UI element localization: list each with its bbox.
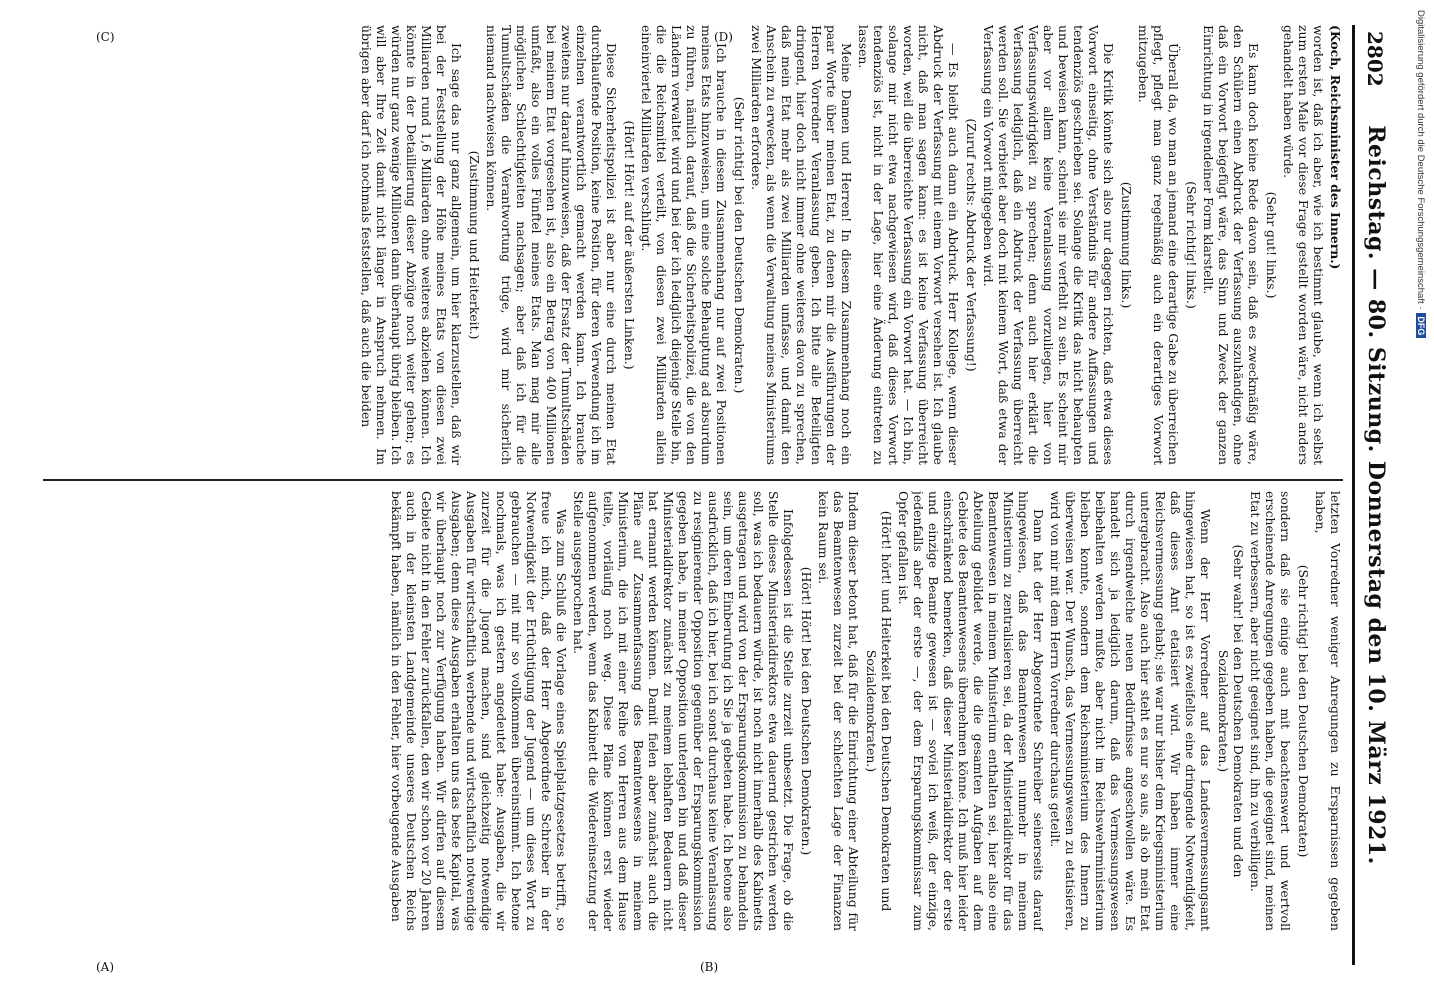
remark: (Sehr wahr! bei den Deutschen Demokraten und den Sozialdemokraten.) bbox=[1216, 544, 1246, 878]
paragraph: Es kann doch keine Rede davon sein, daß es zweckmäßig wäre, den Schülern einen Abdruck der Verfassung auszuhändigen, ohne daß ein Vorwort beigefügt wäre, das Sinn und Zweck der ganzen Einrichtung in irgendeiner Form klarstellt. bbox=[1201, 25, 1261, 465]
remark: (Sehr richtig! bei den Deutschen Demokraten.) bbox=[732, 96, 747, 394]
margin-mark-c: (C) bbox=[96, 30, 115, 44]
digitization-credit bbox=[1408, 10, 1428, 990]
remark: (Sehr richtig! bei den Deutschen Demokraten) bbox=[1296, 564, 1311, 858]
page-header bbox=[1352, 25, 1395, 965]
margin-mark-d: (D) bbox=[714, 30, 733, 44]
remark: (Sehr gut! links.) bbox=[1264, 191, 1279, 299]
page-number: 2802 bbox=[1363, 31, 1387, 87]
remark: (Sehr richtig! links.) bbox=[1184, 181, 1199, 309]
remark: (Zustimmung links.) bbox=[1119, 181, 1134, 309]
paragraph: Überall da, wo man an jemand eine derartige Gabe zu überreichen pflegt, pflegt man ganz regelmäßig auch ein derartiges Vorwort mitzugeben. bbox=[1136, 25, 1181, 465]
margin-mark-a: (A) bbox=[96, 960, 115, 974]
remark: (Hört! Hört! auf der äußersten Linken.) bbox=[622, 120, 637, 370]
dfg-logo: DFG bbox=[1416, 313, 1426, 338]
rotated-page-content bbox=[25, 25, 1395, 965]
paragraph: Ich brauche in diesem Zusammenhang nur auf zwei Positionen meines Etats hinzuweisen, um eine solche Behauptung ad absurdum zu führen, nämlich darauf, daß die Sicherheitspolizei, die von den Ländern verwaltet wird und bei der ich lediglich diejenige Stelle bin, die die Reichsmittel verteilt, von diesen zwei Milliarden allein eineinviertel Milliarden verschlingt. bbox=[639, 25, 729, 465]
paragraph: Meine Damen und Herren! In diesem Zusammenhang noch ein paar Worte über meinen Etat, zu denen mir die Ausführungen der Herren Vorredner Veranlassung geben. Ich bitte alle Beteiligten dringend, hier doch nicht immer ohne weiteres davon zu sprechen, daß mein Etat mehr als zwei Milliarden umfasse, und damit den Anschein zu erwecken, als wenn die Verwaltung meines Ministeriums zwei Milliarden erfordere. bbox=[749, 25, 854, 465]
paragraph: Dann hat der Herr Abgeordnete Schreiber seinerseits darauf hingewiesen, daß das Beamtenwesen nunmehr in meinem Ministerium zu zentralisieren sei, da der Ministerialdirektor für das Beamtenwesen in meinem Ministerium enthalten sei, hier also eine Abteilung gebildet werde, die die gesamten Aufgaben auf dem Gebiete des Beamtenwesens übernehmen könne. Ich muß hier leider einschränkend bemerken, daß dieser Ministerialdirektor der erste und einzige Beamte gewesen ist — soviel ich weiß, der einzige, jedenfalls aber der erste —, der dem Ersparungskommissar zum Opfer gefallen ist. bbox=[896, 491, 1046, 931]
paragraph: Diese Sicherheitspolizei ist aber nur eine durch meinen Etat durchlaufende Position, keine Position, für deren Verwendung ich im einzelnen verantwortlich gemacht werden kann. Ich brauche zweitens nur darauf hinzuweisen, daß der Ersatz der Tumultschäden bei meinem Etat vorgesehen ist, also ein Betrag von 400 Millionen umfaßt, also ein volles Fünftel meines Etats. Man mag mir alle möglichen Schlechtigkeiten nachsagen; aber daß ich für die Tumultschäden die Verantwortung trüge, wird mir sicherlich niemand nachweisen können. bbox=[484, 25, 619, 465]
running-head: Reichstag. — 80. Sitzung. Donnerstag den 10. März 1921. bbox=[1363, 125, 1389, 865]
column-divider bbox=[43, 479, 1343, 481]
margin-mark-b: (B) bbox=[700, 960, 719, 974]
paragraph: worden ist, daß ich aber, wie ich bestimmt glaube, wenn ich selbst zum ersten Male vor diese Frage gestellt worden wäre, nicht anders gehandelt haben würde. bbox=[1281, 25, 1326, 465]
paragraph: Wenn der Herr Vorredner auf das Landesvermessungsamt hingewiesen hat, so ist es zweifellos eine dringende Notwendigkeit, daß dieses Amt etatisiert wird. Wir haben immer eine Reichsvermessung gehabt; sie war nur bisher dem Kriegsministerium untergebracht. Also auch hier steht es nur so aus, als ob mein Etat durch irgendwelche neuen Bedürfnisse angeschwollen wäre. Es handelt sich ja lediglich darum, daß das Vermessungswesen beibehalten werden mußte, aber nicht im Reichswehrministerium bleiben konnte, sondern dem Reichsministerium des Innern zu überweisen war. Der Wunsch, das Vermessungswesen zu etatisieren, wird von mir mit dem Herrn Vorredner durchaus geteilt. bbox=[1048, 491, 1213, 931]
paragraph: Die Kritik könnte sich also nur dagegen richten, daß etwa dieses Vorwort einseitig, ohne Verständnis für andere Auffassungen und tendenziös geschrieben sei. Solange die Kritik das nicht behaupten und beweisen kann, scheint sie mir verfehlt zu sein. Es scheint mir aber vor allem keine Veranlassung vorzuliegen, hier von Verfassungswidrigkeit zu sprechen; denn auch hier erklärt die Verfassung lediglich, daß ein Abdruck der Verfassung überreicht werden soll. Sie verbietet aber doch mit keinem Wort, daß etwa der Verfassung ein Vorwort mitgegeben wird. bbox=[981, 25, 1116, 465]
remark: (Hört! hört! und Heiterkeit bei den Deutschen Demokraten und Sozialdemokraten.) bbox=[864, 510, 894, 912]
paragraph: Infolgedessen ist die Stelle zurzeit unbesetzt. Die Frage, ob die Stelle dieses Ministerialdirektors etwa dauernd gestrichen werden soll, was ich bedauern würde, ist noch nicht innerhalb des Kabinetts ausgetragen und wird von der Ersparungskommission zu behandeln sein, um deren Einberufung ich Sie ja gebeten habe. Ich betone also ausdrücklich, daß ich hier, bei ich sonst durchaus keine Veranlassung zu resignierender Opposition gegenüber der Ersparungskommission gegeben habe, in meiner Opposition unterlegen bin und daß dieser Ministerialdirektor zunächst zu meinem lebhaften Bedauern nicht hat ernannt werden können. Damit fielen aber zunächst auch die Pläne auf Zusammenfassung des Beamtenwesens in meinem Ministerium, die ich mit einer Reihe von Herren aus dem Hause teilte, vorläufig noch weg. Diese Pläne können erst wieder aufgenommen werden, wenn das Kabinett die Wiedereinsetzung der Stelle ausgesprochen hat. bbox=[571, 491, 796, 931]
speaker-line: (Koch, Reichsminister des Innern.) bbox=[1328, 25, 1343, 270]
paragraph: Indem dieser betont hat, daß für die Einrichtung einer Abteilung für das Beamtenwesen zurzeit bei der schlechten Lage der Finanzen kein Raum sei. bbox=[816, 491, 861, 931]
remark: (Hört! Hört! bei den Deutschen Demokraten.) bbox=[799, 566, 814, 856]
paragraph: sondern daß sie einige auch mit beachtenswert und wertvoll erscheinende Anregungen gegeben haben, die geeignet sind, meinen Etat zu verbessern, aber nicht geeignet sind, ihn zu verbilligen. bbox=[1248, 491, 1293, 931]
remark: (Zustimmung und Heiterkeit.) bbox=[467, 150, 482, 340]
right-column bbox=[43, 491, 1343, 931]
paragraph: letzten Vorredner weniger Anregungen zu Ersparnissen gegeben haben, bbox=[1313, 491, 1343, 931]
paragraph: Ich sage das nur ganz allgemein, um hier klarzustellen, daß wir bei der Feststellung der Höhe meines Etats von diesen zwei Milliarden rund 1,6 Milliarden ohne weiteres abziehen können. Ich könnte in der Detaillierung dieser Abzüge noch weiter gehen; es würden nur ganz wenige Millionen dann überhaupt übrig bleiben. Ich will aber Ihre Zeit damit nicht länger in Anspruch nehmen. Im übrigen aber darf ich nochmals feststellen, daß auch die beiden bbox=[359, 25, 464, 465]
credit-text: Digitalisierung gefördert durch die Deutsche Forschungsgemeinschaft · bbox=[1415, 10, 1426, 310]
paragraph: — Es bleibt auch dann ein Abdruck. Herr Kollege, wenn dieser Abdruck der Verfassung mit einem Vorwort versehen ist. Ich glaube nicht, daß man sagen kann: es ist keine Verfassung überreicht worden, weil die überreichte Verfassung ein Vorwort hat. — Ich bin, solange mir nicht etwa nachgewiesen wird, daß dieses Vorwort tendenziös ist, nicht in der Lage, hier eine Änderung eintreten zu lassen. bbox=[856, 25, 961, 465]
left-column bbox=[43, 25, 1343, 465]
paragraph: Was zum Schluß die Vorlage eines Spielplatzgesetzes betrifft, so freue ich mich, daß der Herr Abgeordnete Schreiber in der Notwendigkeit der Ertüchtigung der Jugend — um dieses Wort zu gebrauchen — mit mir so vollkommen übereinstimmt. Ich betone nochmals, was ich gestern angedeutet habe: Ausgaben, die wir zurzeit für die Jugend machen, sind gleichzeitig notwendige Ausgaben für wirtschaftlich werbende und wirtschaftlich notwendige Ausgaben; denn diese Ausgaben erhalten uns das beste Kapital, was wir überhaupt noch zur Verfügung haben. Wir dürfen auf diesem Gebiete nicht in den Fehler zurückfallen, den wir schon vor 20 Jahren auch in der kleinsten Landgemeinde unseres Deutschen Reichs bekämpft haben, nämlich in den Fehler, hier vorbeugende Ausgaben bbox=[389, 491, 569, 931]
remark: (Zuruf rechts: Abdruck der Verfassung!) bbox=[964, 118, 979, 372]
